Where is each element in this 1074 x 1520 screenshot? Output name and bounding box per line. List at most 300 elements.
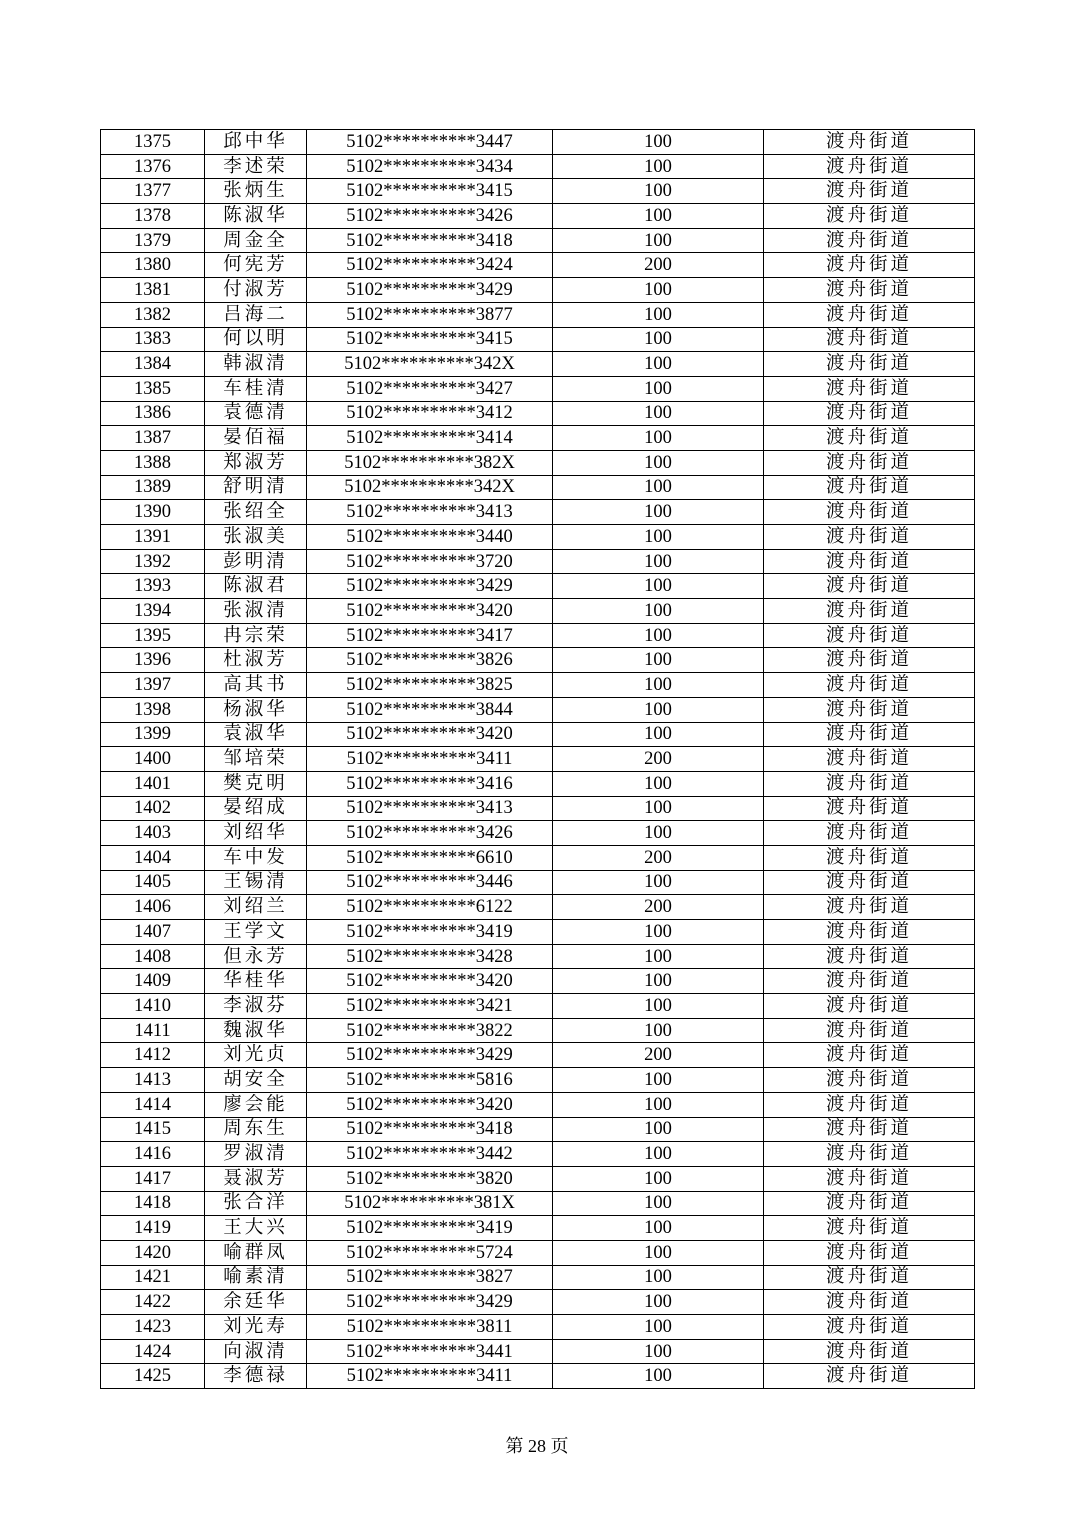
amount-cell: 100	[553, 1068, 764, 1093]
id-number-cell: 5102**********3413	[307, 500, 553, 525]
table-row	[101, 599, 975, 624]
row-number-cell: 1413	[101, 1068, 205, 1093]
row-number-cell: 1402	[101, 796, 205, 821]
name-cell: 王锡清	[205, 870, 307, 895]
row-number-cell: 1404	[101, 845, 205, 870]
name-cell: 杨淑华	[205, 697, 307, 722]
row-number-cell: 1408	[101, 944, 205, 969]
street-cell: 渡舟街道	[764, 944, 975, 969]
name-cell: 车桂清	[205, 376, 307, 401]
table-row	[101, 1043, 975, 1068]
id-number-cell: 5102**********3413	[307, 796, 553, 821]
street-cell: 渡舟街道	[764, 450, 975, 475]
table-row	[101, 895, 975, 920]
amount-cell: 100	[553, 130, 764, 155]
row-number-cell: 1412	[101, 1043, 205, 1068]
name-cell: 周东生	[205, 1117, 307, 1142]
name-cell: 张合洋	[205, 1191, 307, 1216]
id-number-cell: 5102**********3415	[307, 179, 553, 204]
table-row	[101, 525, 975, 550]
row-number-cell: 1415	[101, 1117, 205, 1142]
amount-cell: 100	[553, 549, 764, 574]
name-cell: 张绍全	[205, 500, 307, 525]
amount-cell: 100	[553, 1117, 764, 1142]
id-number-cell: 5102**********3826	[307, 648, 553, 673]
street-cell: 渡舟街道	[764, 722, 975, 747]
street-cell: 渡舟街道	[764, 623, 975, 648]
id-number-cell: 5102**********3421	[307, 994, 553, 1019]
row-number-cell: 1406	[101, 895, 205, 920]
amount-cell: 100	[553, 821, 764, 846]
name-cell: 罗淑清	[205, 1142, 307, 1167]
id-number-cell: 5102**********3811	[307, 1315, 553, 1340]
amount-cell: 100	[553, 994, 764, 1019]
row-number-cell: 1416	[101, 1142, 205, 1167]
id-number-cell: 5102**********382X	[307, 450, 553, 475]
street-cell: 渡舟街道	[764, 697, 975, 722]
amount-cell: 100	[553, 154, 764, 179]
name-cell: 魏淑华	[205, 1018, 307, 1043]
table-row	[101, 821, 975, 846]
name-cell: 但永芳	[205, 944, 307, 969]
row-number-cell: 1381	[101, 278, 205, 303]
table-row	[101, 845, 975, 870]
id-number-cell: 5102**********342X	[307, 352, 553, 377]
id-number-cell: 5102**********3825	[307, 673, 553, 698]
table-row	[101, 1216, 975, 1241]
name-cell: 李德禄	[205, 1364, 307, 1389]
id-number-cell: 5102**********3426	[307, 204, 553, 229]
amount-cell: 100	[553, 796, 764, 821]
id-number-cell: 5102**********3419	[307, 920, 553, 945]
amount-cell: 100	[553, 722, 764, 747]
name-cell: 张炳生	[205, 179, 307, 204]
table-row	[101, 920, 975, 945]
amount-cell: 200	[553, 253, 764, 278]
row-number-cell: 1423	[101, 1315, 205, 1340]
street-cell: 渡舟街道	[764, 1240, 975, 1265]
amount-cell: 100	[553, 1364, 764, 1389]
id-number-cell: 5102**********5816	[307, 1068, 553, 1093]
id-number-cell: 5102**********3720	[307, 549, 553, 574]
amount-cell: 100	[553, 450, 764, 475]
name-cell: 张淑美	[205, 525, 307, 550]
table-row	[101, 549, 975, 574]
street-cell: 渡舟街道	[764, 130, 975, 155]
amount-cell: 100	[553, 278, 764, 303]
street-cell: 渡舟街道	[764, 154, 975, 179]
table-row	[101, 1339, 975, 1364]
id-number-cell: 5102**********6610	[307, 845, 553, 870]
page-number: 第 28 页	[505, 1436, 569, 1456]
id-number-cell: 5102**********3429	[307, 1290, 553, 1315]
row-number-cell: 1376	[101, 154, 205, 179]
street-cell: 渡舟街道	[764, 920, 975, 945]
amount-cell: 100	[553, 500, 764, 525]
name-cell: 胡安全	[205, 1068, 307, 1093]
id-number-cell: 5102**********3429	[307, 574, 553, 599]
row-number-cell: 1380	[101, 253, 205, 278]
id-number-cell: 5102**********342X	[307, 475, 553, 500]
id-number-cell: 5102**********3420	[307, 722, 553, 747]
table-row	[101, 796, 975, 821]
id-number-cell: 5102**********3418	[307, 228, 553, 253]
table-row	[101, 228, 975, 253]
amount-cell: 200	[553, 895, 764, 920]
name-cell: 廖会能	[205, 1092, 307, 1117]
table-row	[101, 154, 975, 179]
id-number-cell: 5102**********3414	[307, 426, 553, 451]
row-number-cell: 1391	[101, 525, 205, 550]
amount-cell: 100	[553, 179, 764, 204]
id-number-cell: 5102**********3822	[307, 1018, 553, 1043]
amount-cell: 100	[553, 1339, 764, 1364]
street-cell: 渡舟街道	[764, 747, 975, 772]
row-number-cell: 1409	[101, 969, 205, 994]
id-number-cell: 5102**********3419	[307, 1216, 553, 1241]
name-cell: 华桂华	[205, 969, 307, 994]
street-cell: 渡舟街道	[764, 1043, 975, 1068]
table-row	[101, 352, 975, 377]
id-number-cell: 5102**********3447	[307, 130, 553, 155]
row-number-cell: 1379	[101, 228, 205, 253]
amount-cell: 200	[553, 747, 764, 772]
amount-cell: 100	[553, 327, 764, 352]
table-row	[101, 1166, 975, 1191]
name-cell: 冉宗荣	[205, 623, 307, 648]
roster-table-container	[100, 129, 974, 1389]
street-cell: 渡舟街道	[764, 228, 975, 253]
table-row	[101, 673, 975, 698]
row-number-cell: 1394	[101, 599, 205, 624]
amount-cell: 100	[553, 475, 764, 500]
name-cell: 喻素清	[205, 1265, 307, 1290]
name-cell: 袁淑华	[205, 722, 307, 747]
street-cell: 渡舟街道	[764, 648, 975, 673]
roster-table	[100, 129, 975, 1389]
street-cell: 渡舟街道	[764, 1364, 975, 1389]
table-row	[101, 648, 975, 673]
row-number-cell: 1407	[101, 920, 205, 945]
row-number-cell: 1389	[101, 475, 205, 500]
id-number-cell: 5102**********3844	[307, 697, 553, 722]
id-number-cell: 5102**********3420	[307, 1092, 553, 1117]
row-number-cell: 1378	[101, 204, 205, 229]
row-number-cell: 1405	[101, 870, 205, 895]
row-number-cell: 1387	[101, 426, 205, 451]
table-row	[101, 969, 975, 994]
table-row	[101, 327, 975, 352]
id-number-cell: 5102**********381X	[307, 1191, 553, 1216]
id-number-cell: 5102**********3427	[307, 376, 553, 401]
amount-cell: 100	[553, 1216, 764, 1241]
street-cell: 渡舟街道	[764, 278, 975, 303]
table-row	[101, 500, 975, 525]
id-number-cell: 5102**********3429	[307, 278, 553, 303]
street-cell: 渡舟街道	[764, 1018, 975, 1043]
street-cell: 渡舟街道	[764, 401, 975, 426]
row-number-cell: 1419	[101, 1216, 205, 1241]
table-row	[101, 475, 975, 500]
street-cell: 渡舟街道	[764, 599, 975, 624]
name-cell: 高其书	[205, 673, 307, 698]
street-cell: 渡舟街道	[764, 1290, 975, 1315]
name-cell: 王大兴	[205, 1216, 307, 1241]
street-cell: 渡舟街道	[764, 302, 975, 327]
street-cell: 渡舟街道	[764, 204, 975, 229]
street-cell: 渡舟街道	[764, 1216, 975, 1241]
row-number-cell: 1377	[101, 179, 205, 204]
name-cell: 舒明清	[205, 475, 307, 500]
amount-cell: 100	[553, 623, 764, 648]
row-number-cell: 1411	[101, 1018, 205, 1043]
amount-cell: 100	[553, 302, 764, 327]
street-cell: 渡舟街道	[764, 1117, 975, 1142]
table-row	[101, 1290, 975, 1315]
name-cell: 吕海二	[205, 302, 307, 327]
amount-cell: 100	[553, 944, 764, 969]
street-cell: 渡舟街道	[764, 352, 975, 377]
id-number-cell: 5102**********3426	[307, 821, 553, 846]
name-cell: 李淑芬	[205, 994, 307, 1019]
row-number-cell: 1382	[101, 302, 205, 327]
amount-cell: 100	[553, 1166, 764, 1191]
table-row	[101, 1117, 975, 1142]
street-cell: 渡舟街道	[764, 796, 975, 821]
roster-table-body	[101, 130, 975, 1389]
row-number-cell: 1414	[101, 1092, 205, 1117]
row-number-cell: 1424	[101, 1339, 205, 1364]
street-cell: 渡舟街道	[764, 845, 975, 870]
amount-cell: 100	[553, 426, 764, 451]
id-number-cell: 5102**********3411	[307, 1364, 553, 1389]
amount-cell: 100	[553, 1018, 764, 1043]
street-cell: 渡舟街道	[764, 994, 975, 1019]
name-cell: 余廷华	[205, 1290, 307, 1315]
amount-cell: 100	[553, 1142, 764, 1167]
id-number-cell: 5102**********3820	[307, 1166, 553, 1191]
row-number-cell: 1410	[101, 994, 205, 1019]
table-row	[101, 1068, 975, 1093]
amount-cell: 200	[553, 845, 764, 870]
street-cell: 渡舟街道	[764, 426, 975, 451]
row-number-cell: 1417	[101, 1166, 205, 1191]
amount-cell: 100	[553, 1315, 764, 1340]
name-cell: 向淑清	[205, 1339, 307, 1364]
row-number-cell: 1399	[101, 722, 205, 747]
name-cell: 晏绍成	[205, 796, 307, 821]
name-cell: 陈淑君	[205, 574, 307, 599]
name-cell: 郑淑芳	[205, 450, 307, 475]
name-cell: 聂淑芳	[205, 1166, 307, 1191]
row-number-cell: 1421	[101, 1265, 205, 1290]
row-number-cell: 1390	[101, 500, 205, 525]
street-cell: 渡舟街道	[764, 525, 975, 550]
street-cell: 渡舟街道	[764, 821, 975, 846]
amount-cell: 100	[553, 1240, 764, 1265]
name-cell: 喻群凤	[205, 1240, 307, 1265]
table-row	[101, 130, 975, 155]
row-number-cell: 1375	[101, 130, 205, 155]
table-row	[101, 1240, 975, 1265]
amount-cell: 100	[553, 969, 764, 994]
row-number-cell: 1393	[101, 574, 205, 599]
id-number-cell: 5102**********3429	[307, 1043, 553, 1068]
street-cell: 渡舟街道	[764, 870, 975, 895]
row-number-cell: 1386	[101, 401, 205, 426]
amount-cell: 100	[553, 920, 764, 945]
id-number-cell: 5102**********3420	[307, 599, 553, 624]
street-cell: 渡舟街道	[764, 574, 975, 599]
row-number-cell: 1398	[101, 697, 205, 722]
table-row	[101, 302, 975, 327]
row-number-cell: 1396	[101, 648, 205, 673]
id-number-cell: 5102**********3827	[307, 1265, 553, 1290]
id-number-cell: 5102**********3442	[307, 1142, 553, 1167]
street-cell: 渡舟街道	[764, 771, 975, 796]
id-number-cell: 5102**********3416	[307, 771, 553, 796]
amount-cell: 100	[553, 574, 764, 599]
street-cell: 渡舟街道	[764, 1142, 975, 1167]
id-number-cell: 5102**********3418	[307, 1117, 553, 1142]
table-row	[101, 278, 975, 303]
street-cell: 渡舟街道	[764, 549, 975, 574]
amount-cell: 100	[553, 401, 764, 426]
name-cell: 车中发	[205, 845, 307, 870]
street-cell: 渡舟街道	[764, 475, 975, 500]
amount-cell: 100	[553, 228, 764, 253]
name-cell: 何以明	[205, 327, 307, 352]
table-row	[101, 1018, 975, 1043]
amount-cell: 100	[553, 525, 764, 550]
table-row	[101, 747, 975, 772]
street-cell: 渡舟街道	[764, 1166, 975, 1191]
amount-cell: 100	[553, 1290, 764, 1315]
name-cell: 杜淑芳	[205, 648, 307, 673]
table-row	[101, 870, 975, 895]
amount-cell: 100	[553, 352, 764, 377]
street-cell: 渡舟街道	[764, 500, 975, 525]
name-cell: 刘光贞	[205, 1043, 307, 1068]
table-row	[101, 204, 975, 229]
street-cell: 渡舟街道	[764, 376, 975, 401]
table-row	[101, 574, 975, 599]
street-cell: 渡舟街道	[764, 895, 975, 920]
id-number-cell: 5102**********3415	[307, 327, 553, 352]
street-cell: 渡舟街道	[764, 1339, 975, 1364]
table-row	[101, 623, 975, 648]
id-number-cell: 5102**********3434	[307, 154, 553, 179]
row-number-cell: 1383	[101, 327, 205, 352]
row-number-cell: 1420	[101, 1240, 205, 1265]
table-row	[101, 376, 975, 401]
name-cell: 王学文	[205, 920, 307, 945]
table-row	[101, 1364, 975, 1389]
id-number-cell: 5102**********3412	[307, 401, 553, 426]
row-number-cell: 1395	[101, 623, 205, 648]
amount-cell: 100	[553, 870, 764, 895]
name-cell: 邱中华	[205, 130, 307, 155]
id-number-cell: 5102**********3441	[307, 1339, 553, 1364]
table-row	[101, 697, 975, 722]
table-row	[101, 1142, 975, 1167]
table-row	[101, 1265, 975, 1290]
street-cell: 渡舟街道	[764, 969, 975, 994]
id-number-cell: 5102**********5724	[307, 1240, 553, 1265]
amount-cell: 100	[553, 1092, 764, 1117]
amount-cell: 100	[553, 376, 764, 401]
table-row	[101, 426, 975, 451]
row-number-cell: 1400	[101, 747, 205, 772]
table-row	[101, 401, 975, 426]
table-row	[101, 994, 975, 1019]
table-row	[101, 179, 975, 204]
table-row	[101, 1315, 975, 1340]
amount-cell: 100	[553, 697, 764, 722]
name-cell: 彭明清	[205, 549, 307, 574]
name-cell: 何宪芳	[205, 253, 307, 278]
id-number-cell: 5102**********3440	[307, 525, 553, 550]
street-cell: 渡舟街道	[764, 179, 975, 204]
amount-cell: 100	[553, 648, 764, 673]
id-number-cell: 5102**********3446	[307, 870, 553, 895]
row-number-cell: 1401	[101, 771, 205, 796]
name-cell: 邹培荣	[205, 747, 307, 772]
name-cell: 刘光寿	[205, 1315, 307, 1340]
name-cell: 樊克明	[205, 771, 307, 796]
street-cell: 渡舟街道	[764, 327, 975, 352]
id-number-cell: 5102**********3417	[307, 623, 553, 648]
street-cell: 渡舟街道	[764, 1315, 975, 1340]
amount-cell: 100	[553, 204, 764, 229]
street-cell: 渡舟街道	[764, 253, 975, 278]
table-row	[101, 1092, 975, 1117]
name-cell: 刘绍华	[205, 821, 307, 846]
row-number-cell: 1403	[101, 821, 205, 846]
name-cell: 晏佰福	[205, 426, 307, 451]
name-cell: 刘绍兰	[205, 895, 307, 920]
id-number-cell: 5102**********3424	[307, 253, 553, 278]
amount-cell: 100	[553, 1265, 764, 1290]
id-number-cell: 5102**********3420	[307, 969, 553, 994]
table-row	[101, 771, 975, 796]
amount-cell: 100	[553, 1191, 764, 1216]
name-cell: 周金全	[205, 228, 307, 253]
row-number-cell: 1385	[101, 376, 205, 401]
row-number-cell: 1384	[101, 352, 205, 377]
name-cell: 陈淑华	[205, 204, 307, 229]
street-cell: 渡舟街道	[764, 673, 975, 698]
row-number-cell: 1418	[101, 1191, 205, 1216]
amount-cell: 200	[553, 1043, 764, 1068]
table-row	[101, 450, 975, 475]
id-number-cell: 5102**********3411	[307, 747, 553, 772]
row-number-cell: 1388	[101, 450, 205, 475]
id-number-cell: 5102**********3428	[307, 944, 553, 969]
amount-cell: 100	[553, 673, 764, 698]
table-row	[101, 944, 975, 969]
row-number-cell: 1392	[101, 549, 205, 574]
name-cell: 张淑清	[205, 599, 307, 624]
name-cell: 袁德清	[205, 401, 307, 426]
name-cell: 李述荣	[205, 154, 307, 179]
row-number-cell: 1397	[101, 673, 205, 698]
street-cell: 渡舟街道	[764, 1092, 975, 1117]
amount-cell: 100	[553, 599, 764, 624]
name-cell: 韩淑清	[205, 352, 307, 377]
name-cell: 付淑芳	[205, 278, 307, 303]
table-row	[101, 253, 975, 278]
